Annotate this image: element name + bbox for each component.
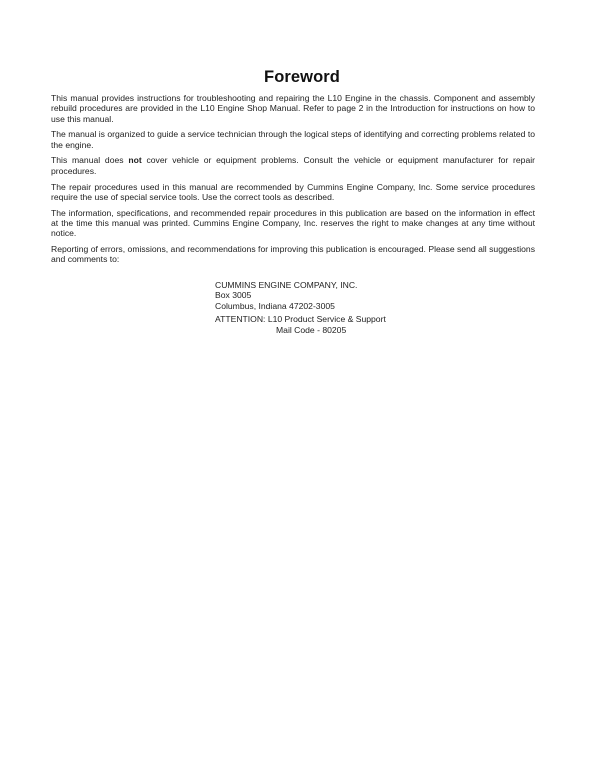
address-attention: ATTENTION: L10 Product Service & Support <box>215 314 386 325</box>
paragraph-organization: The manual is organized to guide a service technician through the logical steps of identifying and correcting problems related to the engine. <box>51 129 535 150</box>
address-mail-code: Mail Code - 80205 <box>276 324 347 335</box>
paragraph-feedback: Reporting of errors, omissions, and recommendations for improving this publication is encouraged. Please send all suggestions and comments to: <box>51 244 535 265</box>
foreword-body <box>51 93 535 270</box>
emphasis-not: not <box>128 155 142 166</box>
paragraph-scope-before: This manual does <box>51 155 129 166</box>
address-city: Columbus, Indiana 47202-3005 <box>215 300 335 311</box>
paragraph-procedures: The repair procedures used in this manual are recommended by Cummins Engine Company, Inc. Some service procedures require the use of special service tools. Use the correct tools as described. <box>51 181 535 202</box>
mailing-address <box>215 280 386 335</box>
paragraph-intro: This manual provides instructions for troubleshooting and repairing the L10 Engine in the chassis. Component and assembly rebuild procedures are provided in the L10 Engine Shop Manual. Refer to page 2 in the Introduction for instructions on how to use this manual. <box>51 93 535 124</box>
address-box: Box 3005 <box>215 290 252 301</box>
page-title: Foreword <box>264 68 340 86</box>
address-company: CUMMINS ENGINE COMPANY, INC. <box>215 280 358 290</box>
paragraph-scope <box>51 155 535 176</box>
paragraph-disclaimer: The information, specifications, and recommended repair procedures in this publication are based on the information in effect at the time this manual was printed. Cummins Engine Company, Inc. reserves the right to make changes at any time without notice. <box>51 207 535 239</box>
paragraph-scope-after: cover vehicle or equipment problems. Consult the vehicle or equipment manufacturer for repair procedures. <box>51 155 535 176</box>
